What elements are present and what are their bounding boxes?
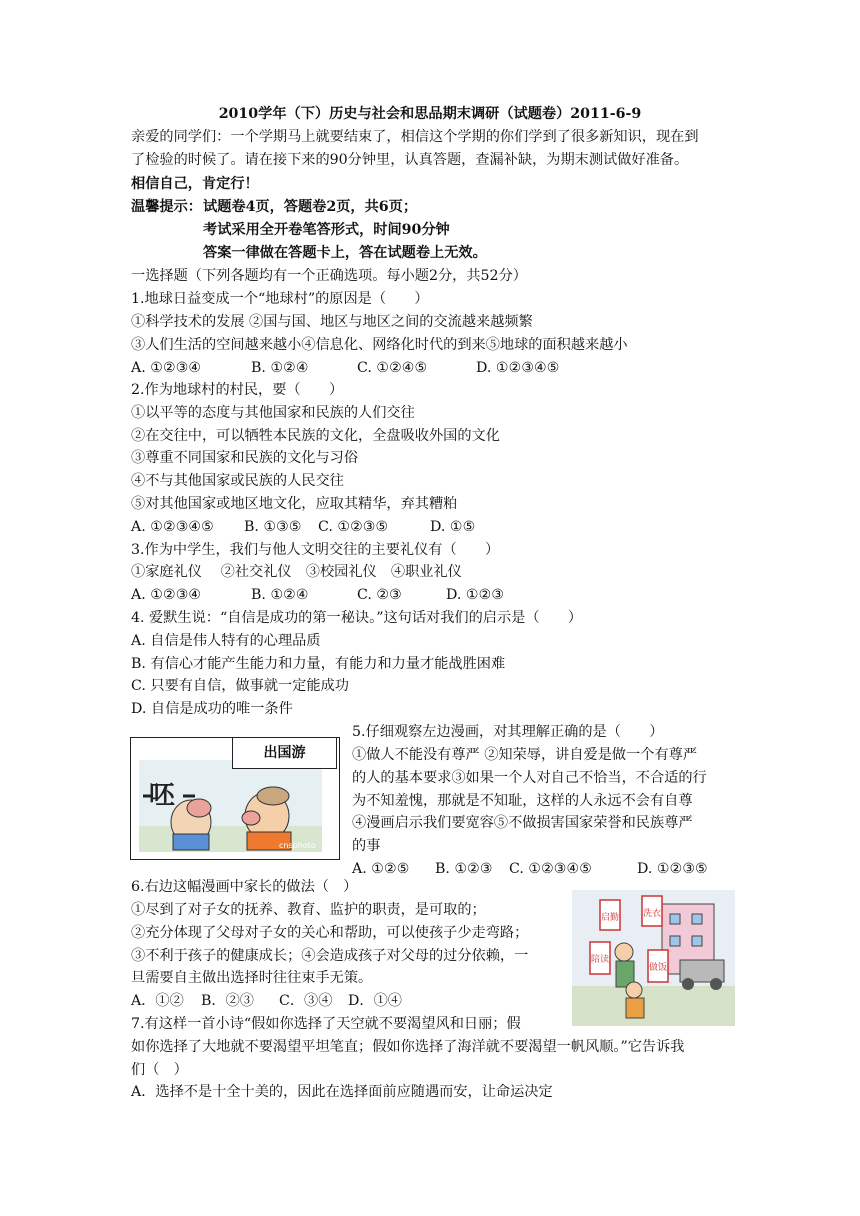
tips-line-2: 考试采用全开卷笔答形式，时间90分钟 [203,222,450,238]
q1-line-2: ③人们生活的空间越来越小④信息化、网络化时代的到来⑤地球的面积越来越小 [131,337,628,353]
q4-option-d: D. 自信是成功的唯一条件 [131,701,293,717]
intro-line-2: 了检验的时候了。请在接下来的90分钟里，认真答题，查漏补缺，为期末测试做好准备。 [131,152,689,168]
q2-option-c: C. ①②③⑤ [318,519,389,535]
q7-line-3: 们（ ） [131,1062,188,1078]
q1-option-b: B. ①②④ [251,360,309,376]
q6-option-d: D．①④ [348,993,402,1009]
tips-line-3: 答案一律做在答题卡上，答在试题卷上无效。 [203,245,487,261]
q1-option-d: D. ①②③④⑤ [476,360,560,376]
q7-line-1: 7.有这样一首小诗“假如你选择了天空就不要渴望风和日丽；假 [131,1016,521,1032]
q3-option-d: D. ①②③ [446,587,505,603]
q6-option-b: B．②③ [201,993,254,1009]
q1-line-1: ①科学技术的发展 ②国与国、地区与地区之间的交流越来越频繁 [131,314,533,330]
q6-line-2: ②充分体现了父母对子女的关心和帮助，可以使孩子少走弯路； [131,925,529,941]
q6-parenting-cartoon-image [572,890,735,1026]
q6-line-3: ③不利于孩子的健康成长；④会造成孩子对父母的过分依赖，一 [131,948,529,964]
q2-line-2: ②在交往中，可以牺牲本民族的文化，全盘吸收外国的文化 [131,428,500,444]
cartoon-shout-text: 呸 [149,781,176,811]
q5-line-5: 的事 [352,838,381,854]
q2-line-5: ⑤对其他国家或地区地文化，应取其精华，弃其糟粕 [131,496,458,512]
motto: 相信自己，肯定行！ [131,176,259,192]
q3-line-1: ①家庭礼仪 ②社交礼仪 ③校园礼仪 ④职业礼仪 [131,564,462,580]
tips-label: 温馨提示： [131,199,202,215]
q6-line-4: 旦需要自主做出选择时往往束手无策。 [131,970,373,986]
q5-option-c: C. ①②③④⑤ [509,861,592,877]
q5-stem: 5.仔细观察左边漫画，对其理解正确的是（ ） [352,724,664,740]
q6-line-1: ①尽到了对子女的抚养、教育、监护的职责，是可取的； [131,902,486,918]
cartoon-watermark: cnsphoto [279,841,316,850]
q5-line-3: 为不知羞愧，那就是不知耻，这样的人永远不会有自尊 [352,793,693,809]
q2-line-3: ③尊重不同国家和民族的文化与习俗 [131,450,359,466]
q4-option-a: A. 自信是伟人特有的心理品质 [131,633,321,649]
sign-text-1: 启勤 [600,913,620,923]
sign-text-3: 陪读 [590,955,610,965]
q6-option-a: A．①② [131,993,184,1009]
sign-text-2: 洗衣 [642,909,662,919]
q1-option-c: C. ①②④⑤ [357,360,428,376]
q5-line-2: 的人的基本要求③如果一个人对自己不恰当，不合适的行 [352,770,707,786]
exam-title: 2010学年（下）历史与社会和思品期末调研（试题卷）2011-6-9 [218,106,642,122]
intro-line-1: 亲爱的同学们：一个学期马上就要结束了，相信这个学期的你们学到了很多新知识，现在到 [131,129,699,145]
q2-option-a: A. ①②③④⑤ [131,519,214,535]
q5-cartoon-figure [130,737,340,860]
q3-option-a: A. ①②③④ [131,587,202,603]
q6-option-c: C．③④ [279,993,333,1009]
q3-stem: 3.作为中学生，我们与他人文明交往的主要礼仪有（ ） [131,542,500,558]
q3-option-b: B. ①②④ [251,587,309,603]
q1-stem: 1.地球日益变成一个“地球村”的原因是（ ） [131,291,429,307]
q2-stem: 2.作为地球村的村民，要（ ） [131,382,344,398]
q2-option-d: D. ①⑤ [430,519,476,535]
q4-option-b: B. 有信心才能产生能力和力量，有能力和力量才能战胜困难 [131,656,506,672]
q2-option-b: B. ①③⑤ [244,519,302,535]
q5-option-a: A. ①②⑤ [352,861,410,877]
q2-line-4: ④不与其他国家或民族的人民交往 [131,473,344,489]
q1-option-a: A. ①②③④ [131,360,202,376]
q6-stem: 6.右边这幅漫画中家长的做法（ ） [131,879,358,895]
q5-line-4: ④漫画启示我们要宽容⑤不做损害国家荣誉和民族尊严 [352,815,693,831]
q7-option-a: A．选择不是十全十美的，因此在选择面前应随遇而安，让命运决定 [131,1084,553,1100]
q4-stem: 4. 爱默生说：“自信是成功的第一秘诀。”这句话对我们的启示是（ ） [131,610,583,626]
section-heading: 一选择题（下列各题均有一个正确选项。每小题2分，共52分） [131,268,527,284]
q5-line-1: ①做人不能没有尊严 ②知荣辱，讲自爱是做一个有尊严 [352,747,698,763]
cartoon-caption: 出国游 [232,737,337,769]
q3-option-c: C. ②③ [357,587,402,603]
q2-line-1: ①以平等的态度与其他国家和民族的人们交往 [131,405,415,421]
tips-line-1: 试题卷4页，答题卷2页，共6页； [203,199,418,215]
cartoon-tourists-image [139,760,322,852]
sign-text-4: 做饭 [648,963,668,973]
q7-line-2: 如你选择了大地就不要渴望平坦笔直；假如你选择了海洋就不要渴望一帆风顺。”它告诉我 [131,1039,685,1055]
q5-option-b: B. ①②③ [435,861,493,877]
q4-option-c: C. 只要有自信，做事就一定能成功 [131,678,349,694]
q5-option-d: D. ①②③⑤ [637,861,708,877]
